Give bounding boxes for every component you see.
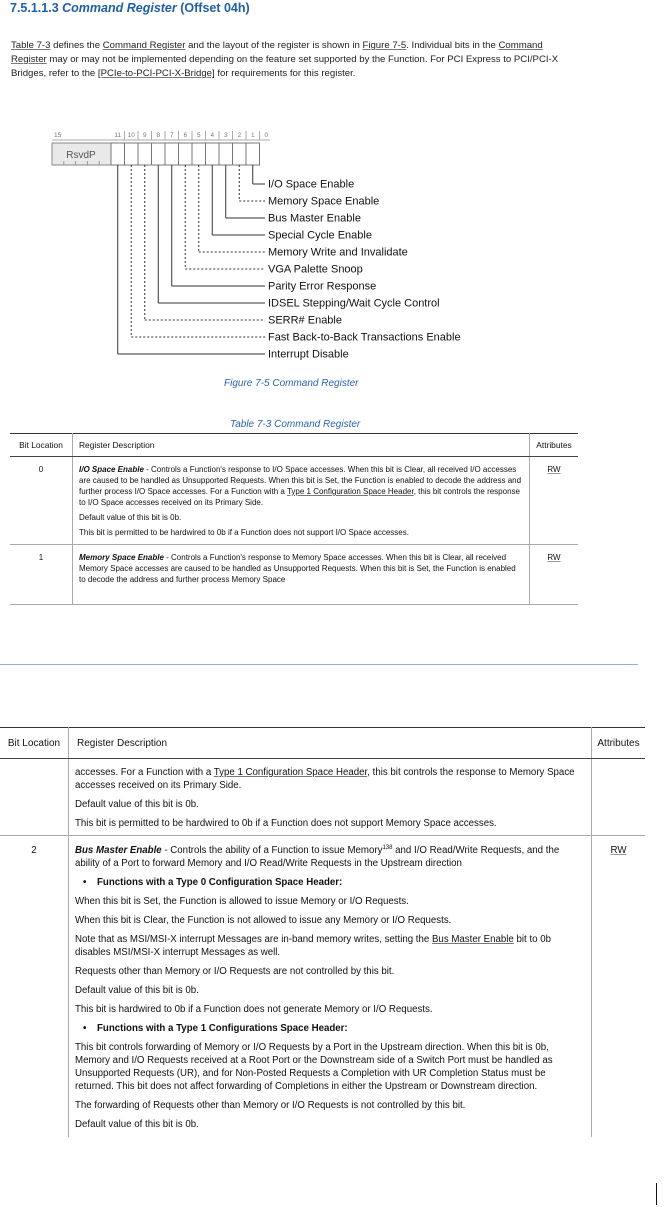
type1-heading: • Functions with a Type 1 Configurations Space Header: xyxy=(83,1022,577,1035)
bit-number-label: 7 xyxy=(169,132,174,139)
bit-cell xyxy=(152,143,166,165)
bit-number-label: 8 xyxy=(156,132,161,139)
bit-location-cell: 0 xyxy=(10,457,73,545)
bit-cell xyxy=(233,143,247,165)
field-label: SERR# Enable xyxy=(268,314,342,327)
description-cell xyxy=(73,457,530,545)
type0-paragraph: When this bit is Set, the Function is allowed to issue Memory or I/O Requests. xyxy=(75,896,409,907)
field-leaders xyxy=(118,165,461,361)
field-label: Parity Error Response xyxy=(268,280,377,293)
table-row xyxy=(10,457,578,545)
bit-cell xyxy=(206,143,220,165)
bit-number-label: 4 xyxy=(210,132,215,139)
bit-number-label: 2 xyxy=(237,132,242,139)
attributes-cell xyxy=(530,457,579,545)
header-register-description: Register Description xyxy=(73,434,530,457)
hardwired-note: This bit is permitted to be hardwired to 0b if a Function does not support Memory Space accesses. xyxy=(75,818,497,829)
bus-master-enable-link[interactable]: Bus Master Enable xyxy=(431,934,514,945)
table-header-row xyxy=(10,434,578,457)
field-description: - Controls the ability of a Function to issue Memory xyxy=(161,845,383,856)
attribute-rw[interactable]: RW xyxy=(547,553,561,562)
field-label: Memory Write and Invalidate xyxy=(268,246,408,259)
bit-number-label: 0 xyxy=(264,132,269,139)
rsvdp-label: RsvdP xyxy=(66,150,96,161)
field-label: VGA Palette Snoop xyxy=(268,263,363,276)
bit-location-cell: 2 xyxy=(0,836,69,1138)
table-row-continued xyxy=(0,759,645,836)
bit-cell xyxy=(138,143,152,165)
header-bit-location: Bit Location xyxy=(0,728,69,759)
bit-number-label: 10 xyxy=(127,132,135,139)
type0-text: Note that as MSI/MSI-X interrupt Messages are in-band memory writes, setting the xyxy=(75,934,432,945)
intro-paragraph xyxy=(11,39,559,81)
type0-text: bit to 0b disables MSI/MSI-X interrupt Messages as well. xyxy=(75,934,551,958)
bit-number-label: 9 xyxy=(142,132,147,139)
table-7-3-link[interactable]: Table 7-3 xyxy=(11,40,51,51)
type0-paragraph: When this bit is Clear, the Function is not allowed to issue any Memory or I/O Requests. xyxy=(75,915,452,926)
type0-paragraph xyxy=(75,933,577,959)
intro-text: defines the xyxy=(50,40,103,51)
figure-7-5-link[interactable]: Figure 7-5 xyxy=(362,40,407,51)
type0-paragraph: This bit is hardwired to 0b if a Function does not generate Memory or I/O Requests. xyxy=(75,1004,433,1015)
field-description: - Controls a Function's response to Memory Space accesses. When this bit is Clear, all received Memory Space accesses are caused to be handled as Unsupported Requests. When this bit is Set, the Function is enabled to decode the address and further process Memory Space xyxy=(79,553,516,584)
type0-heading: • Functions with a Type 0 Configuration Space Header: xyxy=(83,876,577,889)
bit-cell xyxy=(111,143,125,165)
field-description: , this bit controls the response to I/O Space accesses received on its Primary Side. xyxy=(79,487,520,507)
field-label: Special Cycle Enable xyxy=(268,229,372,242)
table-row xyxy=(10,545,578,605)
bit-number-label: 5 xyxy=(196,132,201,139)
bit-cell xyxy=(219,143,233,165)
table-row xyxy=(0,836,645,1138)
figure-caption: Figure 7-5 Command Register xyxy=(224,378,359,389)
field-label: Bus Master Enable xyxy=(268,212,361,225)
text-cursor xyxy=(656,1183,657,1205)
register-layout-figure xyxy=(0,124,668,364)
field-description: - Controls a Function's response to I/O Space accesses. When this bit is Clear, all received I/O accesses are caused to be handled as Unsupported Requests. When this bit is Set, the Function is enabled to decode the address and further process I/O Space accesses. For a Function with a xyxy=(79,465,522,496)
field-label: IDSEL Stepping/Wait Cycle Control xyxy=(268,297,440,310)
bit-cell xyxy=(192,143,206,165)
field-description: accesses. For a Function with a xyxy=(75,767,214,778)
command-register-link-2[interactable]: Command Register xyxy=(11,40,543,65)
intro-text: . Individual bits in the xyxy=(406,40,499,51)
default-value-note: Default value of this bit is 0b. xyxy=(79,513,182,522)
description-cell xyxy=(69,759,592,836)
command-register-table-continued xyxy=(0,727,645,1137)
description-cell xyxy=(69,836,592,1138)
bit-cells xyxy=(111,143,260,165)
field-description: , this bit controls the response to Memory Space accesses received on its Primary Side. xyxy=(75,767,575,791)
type1-paragraph: Default value of this bit is 0b. xyxy=(75,1119,199,1130)
bit-cell xyxy=(165,143,179,165)
bit-location-cell: 1 xyxy=(10,545,73,605)
bit-number-label: 3 xyxy=(223,132,228,139)
type0-paragraph: Default value of this bit is 0b. xyxy=(75,985,199,996)
bridge-spec-link[interactable]: [PCIe-to-PCI-PCI-X-Bridge] xyxy=(97,68,215,79)
type1-header-link[interactable]: Type 1 Configuration Space Header xyxy=(286,487,414,496)
field-description: and I/O Read/Write Requests, and the ability of a Port to forward Memory and I/O Read/Write Requests in the Upstream direction xyxy=(75,845,560,869)
bit-number-label: 6 xyxy=(183,132,188,139)
field-name: I/O Space Enable xyxy=(79,465,144,474)
type1-header-link[interactable]: Type 1 Configuration Space Header xyxy=(213,767,368,778)
attributes-cell xyxy=(592,836,646,1138)
header-attributes: Attributes xyxy=(530,434,579,457)
hardwired-note: This bit is permitted to be hardwired to 0b if a Function does not support I/O Space accesses. xyxy=(79,528,409,537)
attribute-rw[interactable]: RW xyxy=(610,845,627,856)
footnote-marker[interactable]: 138 xyxy=(382,844,393,851)
type1-paragraph: This bit controls forwarding of Memory or I/O Requests by a Port in the Upstream direction. When this bit is 0b, Memory and I/O Requests received at a Root Port or the Downstream side of a Switch Port must be handled as Unsupported Requests (UR), and for Non-Posted Requests a Completion with UR Completion Status must be returned. This bit does not affect forwarding of Completions in either the Upstream or Downstream direction. xyxy=(75,1042,553,1092)
attributes-cell xyxy=(592,759,646,836)
header-attributes: Attributes xyxy=(592,728,646,759)
intro-text: for requirements for this register. xyxy=(214,68,356,79)
type1-paragraph: The forwarding of Requests other than Memory or I/O Requests is not controlled by this bit. xyxy=(75,1100,466,1111)
field-label: Fast Back-to-Back Transactions Enable xyxy=(268,331,461,344)
section-heading xyxy=(10,1,250,15)
bit-number-label: 11 xyxy=(114,132,122,139)
page-divider xyxy=(0,664,638,665)
bit-number-label: 15 xyxy=(54,132,62,139)
field-name: Memory Space Enable xyxy=(79,553,164,562)
intro-text: and the layout of the register is shown in xyxy=(185,40,363,51)
bit-cell xyxy=(125,143,139,165)
intro-text: may or may not be implemented depending on the feature set supported by the Function. For PCI Express to PCI/PCI-X Bridges, refer to the xyxy=(11,54,559,79)
description-cell xyxy=(73,545,530,605)
bit-number-row xyxy=(52,131,270,140)
bit-location-cell xyxy=(0,759,69,836)
field-label: Memory Space Enable xyxy=(268,195,380,208)
table-caption: Table 7-3 Command Register xyxy=(230,419,361,430)
header-register-description: Register Description xyxy=(69,728,592,759)
section-offset: (Offset 04h) xyxy=(180,1,250,15)
bit-cell xyxy=(246,143,260,165)
bit-cell xyxy=(179,143,193,165)
attribute-rw[interactable]: RW xyxy=(547,465,561,474)
table-header-row xyxy=(0,728,645,759)
section-title: Command Register xyxy=(62,1,177,15)
field-label: I/O Space Enable xyxy=(268,178,355,191)
default-value-note: Default value of this bit is 0b. xyxy=(75,799,199,810)
bit-number-label: 1 xyxy=(250,132,255,139)
field-label: Interrupt Disable xyxy=(268,348,349,361)
command-register-link[interactable]: Command Register xyxy=(102,40,186,51)
header-bit-location: Bit Location xyxy=(10,434,73,457)
attributes-cell xyxy=(530,545,579,605)
command-register-table xyxy=(10,433,578,605)
section-number: 7.5.1.1.3 xyxy=(10,1,59,15)
type0-paragraph: Requests other than Memory or I/O Requests are not controlled by this bit. xyxy=(75,966,395,977)
field-name: Bus Master Enable xyxy=(75,845,162,856)
